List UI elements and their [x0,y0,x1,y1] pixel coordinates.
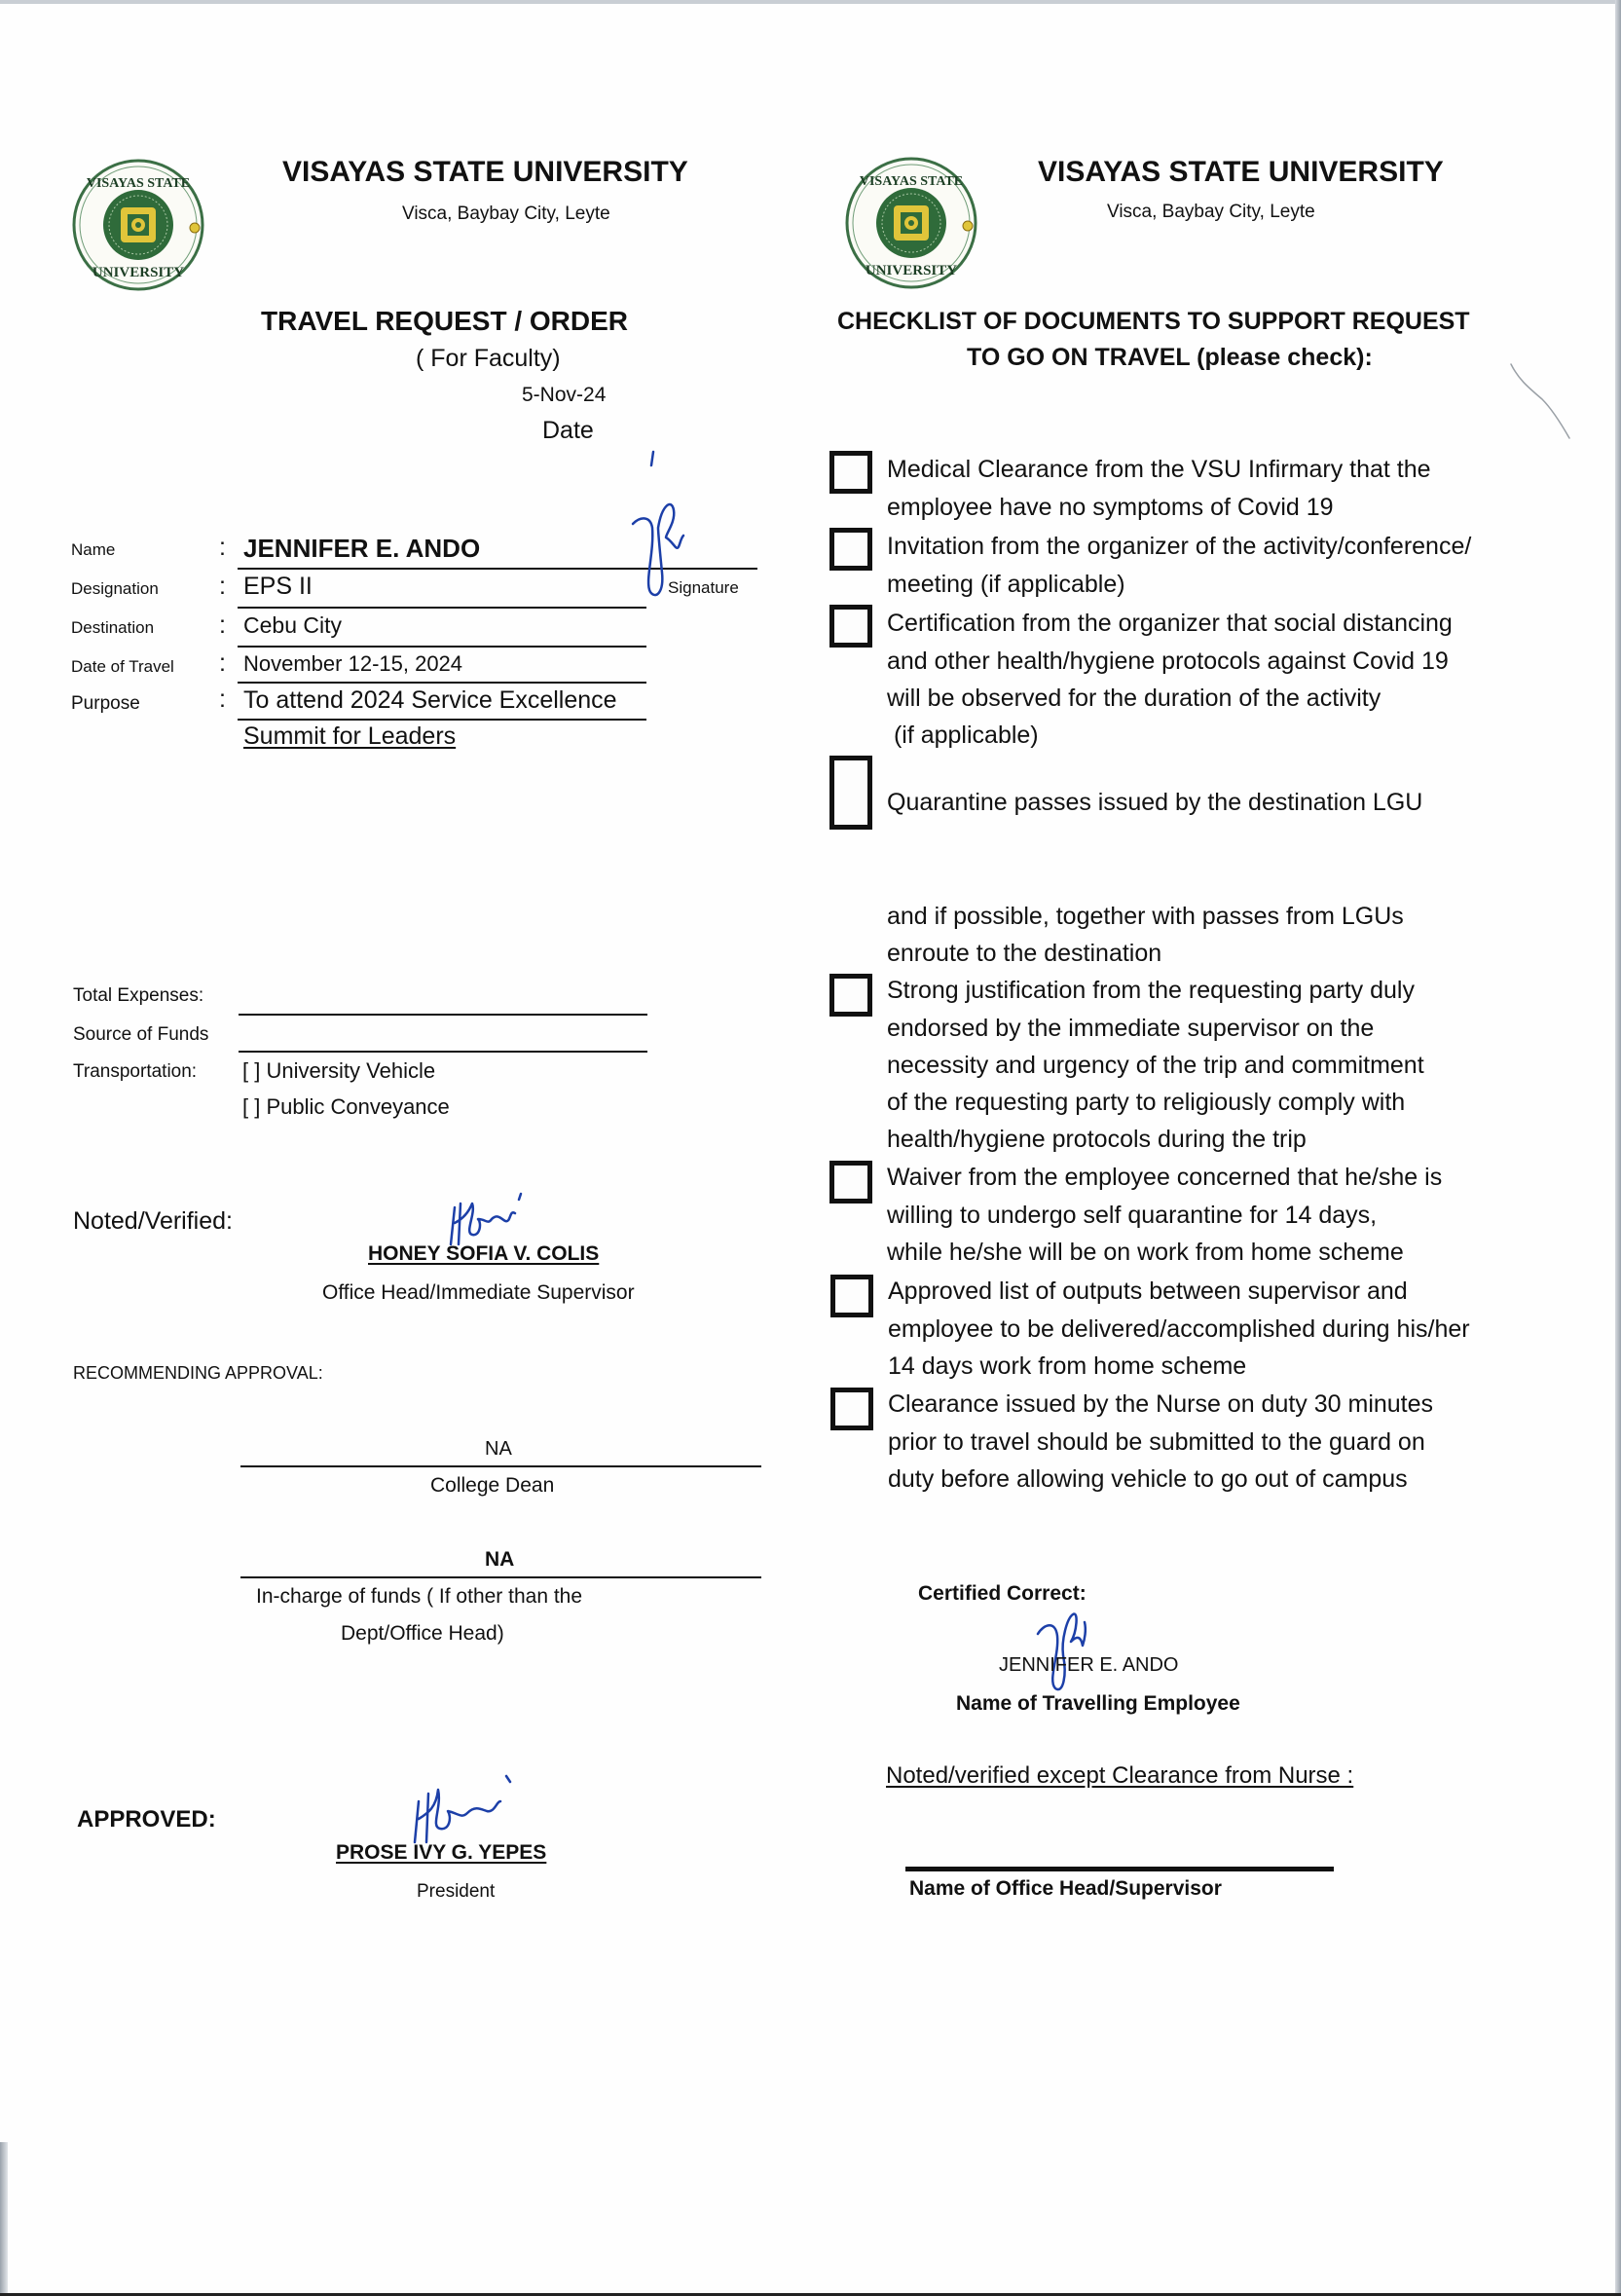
date-of-travel-value[interactable]: November 12-15, 2024 [243,651,463,676]
checklist-item-text: employee have no symptoms of Covid 19 [887,494,1334,521]
name-value[interactable]: JENNIFER E. ANDO [243,534,481,563]
noted-verified-label: Noted/Verified: [73,1207,233,1235]
form-title: TRAVEL REQUEST / ORDER [261,306,629,336]
checklist-item-text: Invitation from the organizer of the activity/conference/ [887,533,1472,560]
total-expenses-label: Total Expenses: [73,985,204,1006]
scan-edge-top [0,0,1621,4]
scan-edge-left [0,2142,8,2296]
colon: : [219,534,226,561]
checklist-item-text: and if possible, together with passes from LGUs [887,903,1404,930]
pen-mark [648,450,658,469]
purpose-value-line1[interactable]: To attend 2024 Service Excellence [243,686,617,714]
supervisor-name: HONEY SOFIA V. COLIS [368,1242,600,1265]
funds-incharge-value: NA [485,1548,515,1571]
form-subtitle: ( For Faculty) [416,345,561,372]
checklist-item-text: Strong justification from the requesting party duly [887,977,1415,1004]
supervisor-position: Office Head/Immediate Supervisor [322,1281,635,1304]
checklist-item-text: Certification from the organizer that social distancing [887,610,1453,637]
transportation-label: Transportation: [73,1061,198,1082]
checklist-item-text: and other health/hygiene protocols against Covid 19 [887,648,1449,675]
checklist-checkbox-nurse-clearance[interactable] [830,1388,873,1430]
university-seal-icon [843,156,979,290]
scan-smudge [1509,360,1577,448]
checklist-item-text: endorsed by the immediate supervisor on the [887,1015,1375,1042]
destination-label: Destination [71,618,155,637]
travelling-employee-position: Name of Travelling Employee [956,1692,1240,1715]
svg-text:VISAYAS STATE: VISAYAS STATE [859,174,964,189]
checklist-item-text: willing to undergo self quarantine for 14 days, [887,1202,1378,1229]
total-expenses-field[interactable] [239,1014,647,1016]
checklist-item-text: Clearance issued by the Nurse on duty 30 minutes [888,1390,1434,1418]
colon: : [219,573,226,600]
destination-value[interactable]: Cebu City [243,612,342,638]
checklist-title-line2: TO GO ON TRAVEL (please check): [967,344,1373,371]
funds-incharge-signature-line [240,1576,761,1578]
request-date-value: 5-Nov-24 [522,384,607,406]
university-name: VISAYAS STATE UNIVERSITY [1038,156,1444,188]
checklist-checkbox-justification[interactable] [829,974,872,1017]
colon: : [219,649,226,677]
name-label: Name [71,540,116,559]
checklist-item-text: meeting (if applicable) [887,571,1125,598]
college-dean-position: College Dean [430,1474,555,1497]
checklist-item-text: while he/she will be on work from home scheme [887,1239,1404,1266]
checklist-item-text: (if applicable) [887,722,1039,749]
designation-value[interactable]: EPS II [243,573,313,600]
transport-option-university-vehicle[interactable]: [ ] University Vehicle [242,1058,436,1083]
checklist-item-text: duty before allowing vehicle to go out of campus [888,1465,1408,1493]
designation-underline [238,607,646,609]
svg-text:VISAYAS STATE: VISAYAS STATE [86,176,191,191]
checklist-item-text: Waiver from the employee concerned that he/she is [887,1164,1443,1191]
funds-incharge-position-line2: Dept/Office Head) [341,1622,504,1645]
checklist-checkbox-quarantine-passes[interactable] [829,756,872,830]
checklist-checkbox-invitation[interactable] [829,528,872,571]
checklist-item-text: will be observed for the duration of the activity [887,685,1382,712]
funds-incharge-position-line1: In-charge of funds ( If other than the [256,1585,583,1608]
source-of-funds-field[interactable] [239,1051,647,1053]
svg-text:UNIVERSITY: UNIVERSITY [92,265,185,280]
date-of-travel-underline [238,682,646,684]
signature-label: Signature [668,578,739,597]
checklist-item-text: Approved list of outputs between supervisor and [888,1278,1408,1305]
university-address: Visca, Baybay City, Leyte [402,204,610,224]
checklist-item-text: enroute to the destination [887,940,1162,967]
request-date-label: Date [542,417,594,444]
approved-label: APPROVED: [77,1806,216,1833]
checklist-checkbox-certification[interactable] [829,605,872,648]
checklist-checkbox-medical-clearance[interactable] [829,451,872,494]
transport-option-public-conveyance[interactable]: [ ] Public Conveyance [242,1094,450,1119]
checklist-item-text: of the requesting party to religiously comply with [887,1089,1406,1116]
purpose-value-line2[interactable]: Summit for Leaders [243,722,457,750]
recommending-approval-label: RECOMMENDING APPROVAL: [73,1363,323,1383]
date-of-travel-label: Date of Travel [71,657,174,676]
checklist-item-text: 14 days work from home scheme [888,1352,1247,1380]
university-address: Visca, Baybay City, Leyte [1107,202,1315,222]
checklist-checkbox-approved-outputs[interactable] [830,1275,873,1317]
president-position: President [417,1881,496,1902]
purpose-label: Purpose [71,693,140,714]
certified-correct-label: Certified Correct: [918,1582,1087,1605]
office-head-signature-line[interactable] [905,1867,1334,1871]
university-name: VISAYAS STATE UNIVERSITY [282,156,688,188]
checklist-item-text: Medical Clearance from the VSU Infirmary that the [887,456,1431,483]
checklist-item-text: necessity and urgency of the trip and commitment [887,1052,1424,1079]
college-dean-value: NA [485,1438,512,1460]
checklist-item-text: employee to be delivered/accomplished during his/her [888,1315,1470,1343]
source-of-funds-label: Source of Funds [73,1024,209,1045]
purpose-underline [238,719,646,721]
scan-edge-right [1615,0,1621,2296]
supervisor-signature [443,1190,560,1250]
checklist-title-line1: CHECKLIST OF DOCUMENTS TO SUPPORT REQUEST [837,308,1470,335]
noted-except-nurse-label: Noted/verified except Clearance from Nurse : [886,1762,1354,1789]
travelling-employee-name: JENNIFER E. ANDO [999,1654,1179,1676]
colon: : [219,685,226,713]
college-dean-signature-line [240,1465,761,1467]
university-seal-icon [70,158,206,292]
president-name: PROSE IVY G. YEPES [336,1841,547,1864]
destination-underline [238,646,646,648]
svg-text:UNIVERSITY: UNIVERSITY [865,263,958,278]
checklist-item-text: Quarantine passes issued by the destination LGU [887,789,1423,816]
checklist-item-text: prior to travel should be submitted to the guard on [888,1428,1425,1456]
designation-label: Designation [71,579,159,598]
checklist-checkbox-waiver[interactable] [829,1161,872,1204]
employee-signature [1034,1607,1092,1694]
president-signature [399,1768,565,1846]
colon: : [219,611,226,639]
office-head-position: Name of Office Head/Supervisor [909,1877,1222,1900]
checklist-item-text: health/hygiene protocols during the trip [887,1126,1307,1153]
